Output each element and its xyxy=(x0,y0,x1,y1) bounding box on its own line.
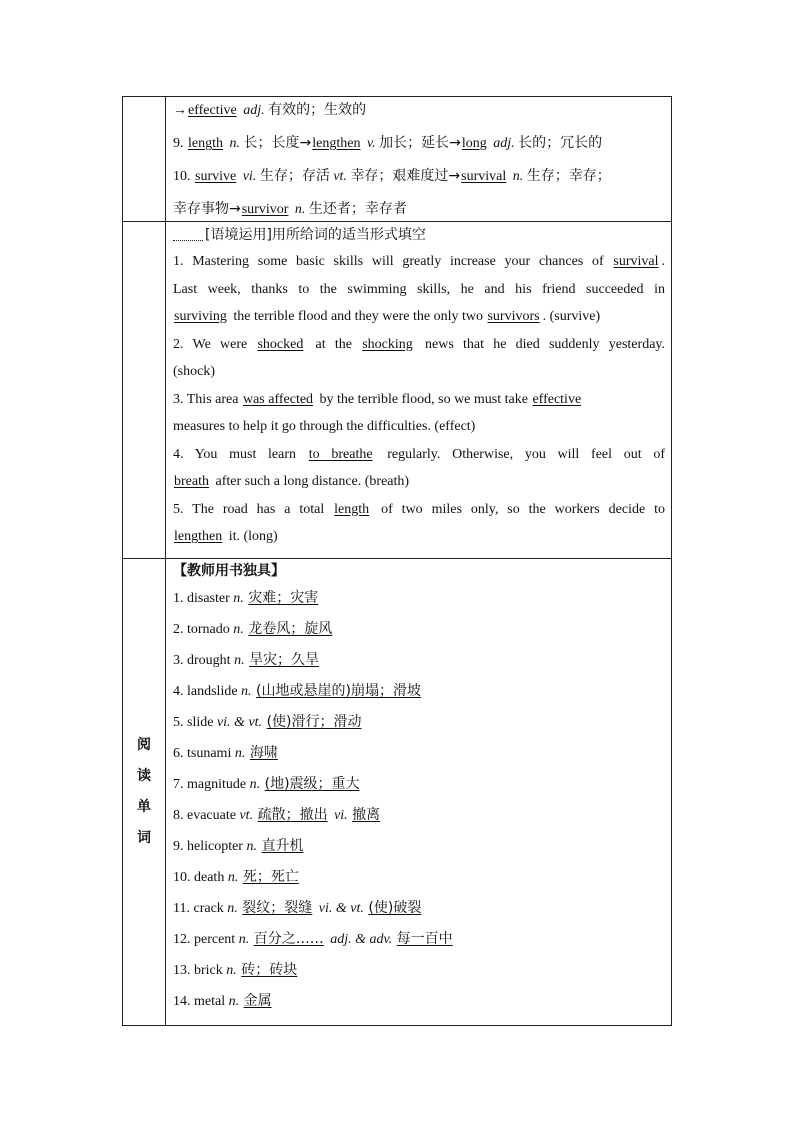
part-of-speech: n. xyxy=(234,653,245,668)
meaning-answer: 海啸 xyxy=(249,745,278,761)
vocab-word: disaster xyxy=(187,591,230,606)
side-label xyxy=(123,559,165,1025)
item-number: 1. xyxy=(173,591,184,606)
item-number: 10. xyxy=(173,870,191,885)
vocab-word: metal xyxy=(194,994,226,1009)
part-of-speech: n. xyxy=(227,870,239,885)
answer-blank: survivors xyxy=(487,309,540,324)
exercise-2-line-1 xyxy=(173,331,665,359)
text: (shock) xyxy=(173,364,215,379)
item-number: 7. xyxy=(173,777,184,792)
vocab-word: magnitude xyxy=(187,777,247,792)
part-of-speech: vt. xyxy=(239,808,254,823)
vocab-item xyxy=(173,614,665,645)
meaning-answer: (使)破裂 xyxy=(368,900,422,916)
vocab-word: tsunami xyxy=(187,746,232,761)
vocab-item xyxy=(173,769,665,800)
meaning: 加长；延长→ xyxy=(379,135,461,151)
item-number: 5. xyxy=(173,715,184,730)
part-of-speech: vi. & vt. xyxy=(216,715,263,730)
meaning: 有效的；生效的 xyxy=(268,102,367,118)
vocab-word: brick xyxy=(194,963,223,978)
text: after such a long distance. (breath) xyxy=(211,474,410,489)
answer-blank: surviving xyxy=(174,309,227,324)
exercise-1-line-2 xyxy=(173,276,665,304)
answer-blank: breath xyxy=(174,474,209,489)
vocab-item xyxy=(173,583,665,614)
exercise-5-line-2 xyxy=(173,523,665,551)
text: of two miles only, so the workers decide to xyxy=(372,501,665,517)
part-of-speech: adj. xyxy=(243,103,265,118)
part-of-speech: v. xyxy=(366,136,376,151)
part-of-speech: n. xyxy=(226,963,237,978)
vocab-item xyxy=(173,862,665,893)
meaning-answer: 金属 xyxy=(243,993,272,1009)
item-number: 4. xyxy=(173,684,184,699)
vocab-word: death xyxy=(194,870,225,885)
part-of-speech: n. xyxy=(294,202,306,217)
answer-word: effective xyxy=(188,103,237,118)
item-number: 11. xyxy=(173,901,190,916)
answer-word: survivor xyxy=(241,202,289,217)
heading-text: [语境运用]用所给词的适当形式填空 xyxy=(205,227,426,243)
vocab-word: slide xyxy=(187,715,214,730)
item-number: 6. xyxy=(173,746,184,761)
item-number: 3. xyxy=(173,653,184,668)
derivation-line-survive xyxy=(173,163,665,196)
vocab-item xyxy=(173,645,665,676)
vocab-item xyxy=(173,800,665,831)
meaning-answer: (地)震级；重大 xyxy=(264,776,360,792)
row2-side-cell xyxy=(123,222,166,559)
part-of-speech: vt. xyxy=(333,169,347,184)
derivation-row xyxy=(123,97,672,222)
vocab-item xyxy=(173,955,665,986)
derivation-cell xyxy=(166,97,672,222)
vocab-item xyxy=(173,924,665,955)
derivation-line-length xyxy=(173,130,665,163)
arrow: → xyxy=(173,103,187,118)
part-of-speech: n. xyxy=(241,684,252,699)
exercise-cell xyxy=(166,222,672,559)
text: . xyxy=(661,254,665,269)
part-of-speech: n. xyxy=(228,994,240,1009)
vocab-item xyxy=(173,893,665,924)
meaning-answer: 砖；砖块 xyxy=(241,962,298,978)
exercise-1-line-1 xyxy=(173,248,665,276)
part-of-speech: n. xyxy=(233,591,244,606)
meaning-answer: 灾难；灾害 xyxy=(248,590,319,606)
meaning: 幸存；艰难度过→ xyxy=(350,168,461,184)
dotted-blank xyxy=(173,228,203,241)
meaning-answer: 疏散；撤出 xyxy=(257,807,328,823)
text: . (survive) xyxy=(542,309,601,324)
part-of-speech: n. xyxy=(246,839,257,854)
answer-word: length xyxy=(188,136,223,151)
meaning-answer: 直升机 xyxy=(261,838,304,854)
text: Last week, thanks to the swimming skills, he and his friend succeeded in xyxy=(173,281,665,297)
exercise-4-line-1 xyxy=(173,441,665,469)
text: the terrible flood and they were the only two xyxy=(229,309,487,324)
part-of-speech: n. xyxy=(512,169,524,184)
vocab-word: landslide xyxy=(187,684,238,699)
answer-blank: survival xyxy=(613,254,659,269)
vocab-word: evacuate xyxy=(187,808,236,823)
side-label-char: 读 xyxy=(137,768,151,784)
meaning-answer: 龙卷风；旋风 xyxy=(248,621,333,637)
derivation-line-effective xyxy=(173,97,665,130)
side-label-cell xyxy=(123,559,166,1026)
part-of-speech: n. xyxy=(233,622,244,637)
part-of-speech: vi. & vt. xyxy=(318,901,364,916)
answer-blank: shocking xyxy=(362,336,413,352)
vocab-item xyxy=(173,831,665,862)
part-of-speech: vi. xyxy=(334,808,348,823)
text: 1. Mastering some basic skills will greatly increase your chances of xyxy=(173,254,613,269)
vocab-item xyxy=(173,738,665,769)
vocab-word: helicopter xyxy=(187,839,243,854)
answer-word: lengthen xyxy=(312,136,361,151)
answer-word: survive xyxy=(195,169,237,184)
vocab-item xyxy=(173,986,665,1017)
vocab-word: crack xyxy=(193,901,224,916)
answer-word: long xyxy=(461,136,487,151)
row1-side-cell xyxy=(123,97,166,222)
meaning: 幸存事物→ xyxy=(173,201,241,217)
part-of-speech: n. xyxy=(229,136,240,151)
part-of-speech: n. xyxy=(227,901,238,916)
text: measures to help it go through the difficulties. (effect) xyxy=(173,419,476,434)
answer-blank: to breathe xyxy=(308,446,373,462)
part-of-speech: vi. xyxy=(242,169,257,184)
text: 2. We were xyxy=(173,336,257,352)
text: by the terrible flood, so we must take xyxy=(316,391,532,407)
exercise-5-line-1 xyxy=(173,496,665,524)
part-of-speech: n. xyxy=(234,746,246,761)
answer-blank: was affected xyxy=(242,391,314,407)
meaning-answer: 百分之…… xyxy=(253,931,324,947)
part-of-speech: adj. xyxy=(493,136,515,151)
meaning-answer: 死；死亡 xyxy=(242,869,299,885)
part-of-speech: adj. & adv. xyxy=(330,932,393,947)
answer-blank: shocked xyxy=(257,336,304,352)
exercise-1-line-3 xyxy=(173,303,665,331)
part-of-speech: n. xyxy=(238,932,250,947)
vocabulary-table xyxy=(122,96,672,1026)
side-label-char: 阅 xyxy=(137,737,151,753)
item-number: 8. xyxy=(173,808,184,823)
reading-vocab-row xyxy=(123,559,672,1026)
exercise-row xyxy=(123,222,672,559)
answer-blank: effective xyxy=(532,391,582,407)
vocab-word: tornado xyxy=(187,622,230,637)
meaning: 生存；存活 xyxy=(259,168,330,184)
meaning: 长；长度→ xyxy=(243,135,312,151)
exercise-heading xyxy=(173,222,665,248)
side-label-char: 单 xyxy=(137,799,151,815)
vocab-word: drought xyxy=(187,653,231,668)
vocab-list xyxy=(166,559,671,1025)
meaning-answer: (使)滑行；滑动 xyxy=(266,714,362,730)
part-of-speech: n. xyxy=(249,777,261,792)
meaning-answer: 旱灾；久旱 xyxy=(249,652,320,668)
exercise-2-line-2 xyxy=(173,358,665,386)
item-number: 10. xyxy=(173,169,191,184)
vocab-item xyxy=(173,707,665,738)
meaning: 长的；冗长的 xyxy=(518,135,603,151)
reading-vocab-cell xyxy=(166,559,672,1026)
vocab-item xyxy=(173,676,665,707)
meaning-answer: 每一百中 xyxy=(396,931,453,947)
meaning: 生还者；幸存者 xyxy=(308,201,407,217)
text: 4. You must learn xyxy=(173,446,308,462)
exercise-3-line-1 xyxy=(173,386,665,414)
exercise-3-line-2 xyxy=(173,413,665,441)
item-number: 9. xyxy=(173,839,184,854)
text: 3. This area xyxy=(173,391,242,407)
meaning: 生存；幸存； xyxy=(526,168,611,184)
item-number: 9. xyxy=(173,136,184,151)
item-number: 14. xyxy=(173,994,191,1009)
vocab-word: percent xyxy=(194,932,236,947)
text: 5. The road has a total xyxy=(173,501,334,517)
item-number: 12. xyxy=(173,932,191,947)
text: regularly. Otherwise, you will feel out of xyxy=(375,446,665,462)
exercise-4-line-2 xyxy=(173,468,665,496)
meaning-answer: (山地或悬崖的)崩塌；滑坡 xyxy=(256,683,421,699)
text: it. (long) xyxy=(225,529,278,544)
text: at the xyxy=(306,336,362,352)
meaning-answer: 撤离 xyxy=(352,807,381,823)
answer-blank: lengthen xyxy=(174,529,223,544)
answer-word: survival xyxy=(461,169,507,184)
section-title: 【教师用书独具】 xyxy=(173,563,285,579)
side-label-char: 词 xyxy=(137,830,151,846)
answer-blank: length xyxy=(334,501,370,517)
item-number: 2. xyxy=(173,622,184,637)
text: news that he died suddenly yesterday. xyxy=(415,336,665,352)
item-number: 13. xyxy=(173,963,191,978)
meaning-answer: 裂纹；裂缝 xyxy=(242,900,313,916)
